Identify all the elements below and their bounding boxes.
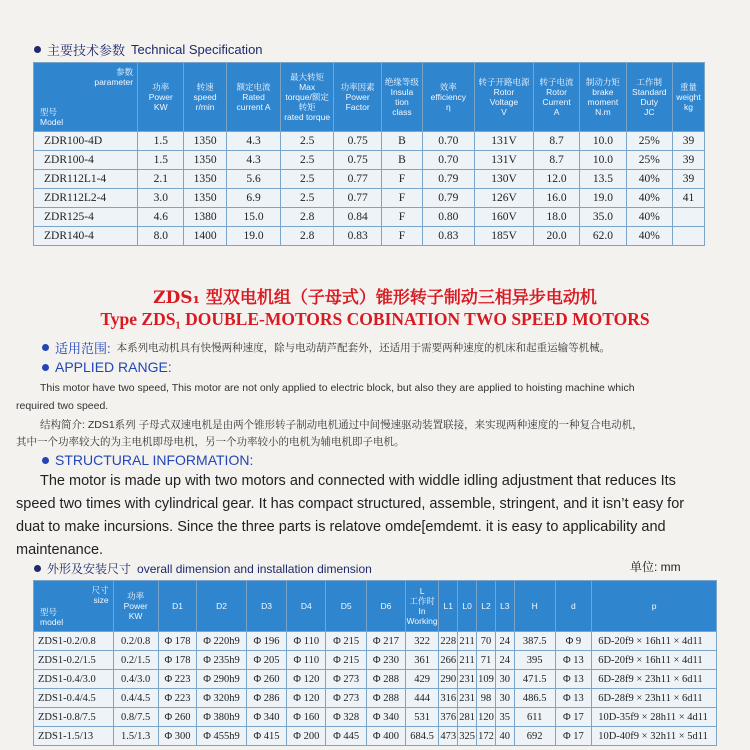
table-cell: Φ 290h9 <box>197 670 246 689</box>
table-cell: ZDS1-0.2/1.5 <box>34 651 114 670</box>
table-cell: Φ 13 <box>555 651 592 670</box>
table-row <box>34 208 705 227</box>
structure-heading-en: STRUCTURAL INFORMATION: <box>55 452 254 468</box>
tech-spec-col-header <box>580 63 626 132</box>
table-cell: 39 <box>672 132 704 151</box>
table-cell: 126V <box>475 189 534 208</box>
table-cell: 4.6 <box>138 208 184 227</box>
table-cell: 30 <box>495 670 514 689</box>
table-cell: 0.4/3.0 <box>113 670 158 689</box>
table-cell: 2.5 <box>281 132 334 151</box>
table-cell: 39 <box>672 151 704 170</box>
table-cell: Φ 17 <box>555 727 592 746</box>
table-cell: Φ 220h9 <box>197 632 246 651</box>
table-cell: 19.0 <box>226 227 281 246</box>
table-cell: 98 <box>477 689 496 708</box>
table-cell: Φ 340 <box>246 708 287 727</box>
table-cell: 16.0 <box>533 189 579 208</box>
structure-text-cn-2: 其中一个功率较大的为主电机即母电机，另一个功率较小的电机为辅电机即子电机。 <box>16 436 405 448</box>
table-row <box>34 170 705 189</box>
corner-size-en: size <box>93 595 109 605</box>
table-cell: Φ 300 <box>158 727 197 746</box>
table-cell: 109 <box>477 670 496 689</box>
table-cell: 8.0 <box>138 227 184 246</box>
table-cell: 2.5 <box>281 151 334 170</box>
table-cell: 40% <box>626 189 672 208</box>
table-cell: 0.75 <box>333 151 381 170</box>
applied-text-cn: 本系列电动机具有快慢两种速度，除与电动葫芦配套外，还适用于需要两种速度的机床和起重运输等机械。 <box>116 342 611 354</box>
table-cell: Φ 235h9 <box>197 651 246 670</box>
structure-text-cn-1: 结构简介: ZDS1系列 子母式双速电机是由两个锥形转子制动电机通过中间慢速驱动装置联接，来实现两种速度的一种复合电动机， <box>40 419 643 431</box>
table-cell: 1380 <box>184 208 226 227</box>
structure-line: maintenance. <box>16 542 104 558</box>
applied-range-cn <box>42 338 610 357</box>
table-cell <box>672 227 704 246</box>
table-row <box>34 227 705 246</box>
table-cell: 25% <box>626 151 672 170</box>
corner-model-en: model <box>40 617 64 627</box>
table-cell: Φ 260 <box>158 708 197 727</box>
tech-spec-col-header <box>333 63 381 132</box>
table-cell: 12.0 <box>533 170 579 189</box>
table-cell: F <box>382 189 422 208</box>
unit-label: 单位: mm <box>630 560 681 574</box>
table-cell: 387.5 <box>514 632 555 651</box>
table-cell: 131V <box>475 132 534 151</box>
table-cell: 6.9 <box>226 189 281 208</box>
tech-spec-header-row <box>34 63 705 132</box>
table-cell: 6D-28f9 × 23h11 × 6d11 <box>592 689 717 708</box>
tech-spec-col-header <box>382 63 422 132</box>
table-cell: 70 <box>477 632 496 651</box>
applied-heading-en: APPLIED RANGE: <box>55 359 172 375</box>
tech-spec-col-header <box>281 63 334 132</box>
table-cell: ZDS1-0.8/7.5 <box>34 708 114 727</box>
table-cell: ZDR100-4 <box>34 151 138 170</box>
table-cell: Φ 445 <box>326 727 367 746</box>
table-row <box>34 132 705 151</box>
table-cell: Φ 110 <box>287 632 326 651</box>
table-cell: 322 <box>405 632 439 651</box>
tech-spec-table <box>33 62 705 246</box>
corner-param-cn: 参数 <box>116 67 134 77</box>
corner-model-cn: 型号 <box>40 107 58 117</box>
structure-line: duat to make incursions. Since the three parts is relatove omde[emdemt. it is easy to applicability and <box>16 519 666 535</box>
table-cell: 1350 <box>184 132 226 151</box>
col-header-cn: 转速 <box>196 82 214 92</box>
table-cell: Φ 328 <box>326 708 367 727</box>
corner-model-en: Model <box>40 117 64 127</box>
table-cell: Φ 340 <box>367 708 406 727</box>
table-cell: 62.0 <box>580 227 626 246</box>
dimension-col-header: D1 <box>158 581 197 632</box>
table-cell: ZDR140-4 <box>34 227 138 246</box>
table-row <box>34 670 717 689</box>
corner-model-cn: 型号 <box>40 607 58 617</box>
table-cell: ZDR100-4D <box>34 132 138 151</box>
table-row <box>34 708 717 727</box>
col-header-en: efficiency η <box>430 92 466 112</box>
table-cell: 160V <box>475 208 534 227</box>
table-cell: 2.8 <box>281 208 334 227</box>
table-cell: 120 <box>477 708 496 727</box>
col-header-cn: 额定电流 <box>236 82 271 92</box>
table-cell: 24 <box>495 632 514 651</box>
bullet-icon <box>34 46 41 53</box>
col-header-cn: 绝缘等级 <box>384 77 419 87</box>
table-cell: 231 <box>458 670 477 689</box>
table-cell: Φ 205 <box>246 651 287 670</box>
col-header-cn: 转子开路电源 <box>478 77 530 87</box>
col-header-en: Power KW <box>148 92 173 112</box>
table-cell: 5.6 <box>226 170 281 189</box>
page-title-cn: ZDS₁ 型双电机组（子母式）锥形转子制动三相异步电动机 <box>153 288 597 308</box>
table-cell: 40 <box>495 727 514 746</box>
table-cell: 40% <box>626 170 672 189</box>
table-cell: Φ 288 <box>367 689 406 708</box>
table-cell: 486.5 <box>514 689 555 708</box>
table-row <box>34 651 717 670</box>
table-cell: 0.70 <box>422 151 475 170</box>
col-header-en: Rotor Current A <box>542 87 571 117</box>
table-cell: 1350 <box>184 189 226 208</box>
col-header-en: weight kg <box>676 92 701 112</box>
table-cell: Φ 110 <box>287 651 326 670</box>
table-cell: 10.0 <box>580 132 626 151</box>
table-cell: 0.8/7.5 <box>113 708 158 727</box>
table-cell: 228 <box>439 632 458 651</box>
dimension-table <box>33 580 717 746</box>
table-cell: Φ 120 <box>287 689 326 708</box>
table-cell: F <box>382 208 422 227</box>
table-cell: ZDS1-0.4/3.0 <box>34 670 114 689</box>
table-cell: B <box>382 132 422 151</box>
dimension-col-header: L 工作时 In Working <box>405 581 439 632</box>
table-cell: 2.5 <box>281 189 334 208</box>
dimension-col-header: L3 <box>495 581 514 632</box>
table-cell: 19.0 <box>580 189 626 208</box>
table-cell: Φ 380h9 <box>197 708 246 727</box>
table-cell: Φ 215 <box>326 632 367 651</box>
col-header-en: Rotor Voltage V <box>489 87 519 117</box>
table-cell: 30 <box>495 689 514 708</box>
col-header-cn: 效率 <box>439 82 457 92</box>
dimension-corner <box>34 581 114 632</box>
dimension-col-header: D4 <box>287 581 326 632</box>
table-cell: 0.83 <box>422 227 475 246</box>
table-cell: 4.3 <box>226 132 281 151</box>
table-cell: 444 <box>405 689 439 708</box>
table-cell: Φ 17 <box>555 708 592 727</box>
table-cell: Φ 13 <box>555 670 592 689</box>
table-cell: 40% <box>626 227 672 246</box>
table-cell: 0.79 <box>422 170 475 189</box>
table-cell: Φ 120 <box>287 670 326 689</box>
table-cell: 130V <box>475 170 534 189</box>
tech-spec-col-header <box>184 63 226 132</box>
bullet-icon <box>42 364 49 371</box>
col-header-cn: 转子电流 <box>539 77 574 87</box>
tech-spec-col-header <box>533 63 579 132</box>
table-cell: Φ 230 <box>367 651 406 670</box>
table-cell: 10D-35f9 × 28h11 × 4d11 <box>592 708 717 727</box>
table-cell: Φ 178 <box>158 651 197 670</box>
table-cell: 35.0 <box>580 208 626 227</box>
col-header-en: Max torque/额定转矩 rated torque <box>284 82 331 122</box>
tech-spec-heading-en: Technical Specification <box>131 42 263 57</box>
table-cell: 1350 <box>184 170 226 189</box>
tech-spec-col-header <box>422 63 475 132</box>
table-cell: 1.5/1.3 <box>113 727 158 746</box>
table-cell: 316 <box>439 689 458 708</box>
table-row <box>34 632 717 651</box>
dimension-heading <box>34 560 372 577</box>
table-cell: 0.77 <box>333 189 381 208</box>
table-cell: Φ 415 <box>246 727 287 746</box>
table-cell: 6D-20f9 × 16h11 × 4d11 <box>592 651 717 670</box>
dimension-heading-en: overall dimension and installation dimension <box>137 561 372 576</box>
table-cell: 0.80 <box>422 208 475 227</box>
table-cell: Φ 288 <box>367 670 406 689</box>
table-cell: Φ 196 <box>246 632 287 651</box>
table-cell: 13.5 <box>580 170 626 189</box>
table-cell: Φ 273 <box>326 670 367 689</box>
table-cell: 6D-20f9 × 16h11 × 4d11 <box>592 632 717 651</box>
dimension-col-header: D6 <box>367 581 406 632</box>
table-cell: Φ 217 <box>367 632 406 651</box>
dimension-header-row <box>34 581 717 632</box>
table-cell: Φ 9 <box>555 632 592 651</box>
bullet-icon <box>42 344 49 351</box>
table-cell: Φ 400 <box>367 727 406 746</box>
col-header-en: Standard Duty JC <box>632 87 667 117</box>
table-cell: ZDS1-0.4/4.5 <box>34 689 114 708</box>
dimension-col-header: L0 <box>458 581 477 632</box>
table-cell: 39 <box>672 170 704 189</box>
table-cell: 361 <box>405 651 439 670</box>
table-cell: 185V <box>475 227 534 246</box>
applied-text-en-1: This motor have two speed, This motor are not only applied to electric block, but also they are applied to hoisting machine which <box>40 382 635 394</box>
table-cell: 8.7 <box>533 132 579 151</box>
table-cell: 0.75 <box>333 132 381 151</box>
col-header-en: speed r/min <box>193 92 217 112</box>
col-header-cn: 最大转矩 <box>290 72 325 82</box>
table-cell: 18.0 <box>533 208 579 227</box>
table-cell: ZDR112L1-4 <box>34 170 138 189</box>
table-cell: Φ 215 <box>326 651 367 670</box>
table-cell: Φ 273 <box>326 689 367 708</box>
table-cell: 20.0 <box>533 227 579 246</box>
table-row <box>34 189 705 208</box>
col-header-cn: 制动力矩 <box>585 77 620 87</box>
page-title-en: Type ZDS₁ DOUBLE-MOTORS COBINATION TWO SPEED MOTORS <box>100 309 650 329</box>
table-cell: 429 <box>405 670 439 689</box>
table-cell: 473 <box>439 727 458 746</box>
table-cell: 376 <box>439 708 458 727</box>
col-header-cn: 重量 <box>679 82 697 92</box>
table-cell: F <box>382 170 422 189</box>
table-cell: 1400 <box>184 227 226 246</box>
table-cell: 684.5 <box>405 727 439 746</box>
table-cell: 0.2/1.5 <box>113 651 158 670</box>
table-cell: 71 <box>477 651 496 670</box>
table-cell: 172 <box>477 727 496 746</box>
table-cell: 35 <box>495 708 514 727</box>
table-cell: 325 <box>458 727 477 746</box>
corner-param-en: parameter <box>94 77 134 87</box>
tech-spec-corner <box>34 63 138 132</box>
dimension-col-header: H <box>514 581 555 632</box>
table-cell: 0.84 <box>333 208 381 227</box>
table-cell: 25% <box>626 132 672 151</box>
col-header-cn: 功率因素 <box>340 82 375 92</box>
table-cell: 0.2/0.8 <box>113 632 158 651</box>
table-cell: 1.5 <box>138 151 184 170</box>
table-cell: 1350 <box>184 151 226 170</box>
table-cell: Φ 13 <box>555 689 592 708</box>
table-cell: 0.77 <box>333 170 381 189</box>
table-cell: 40% <box>626 208 672 227</box>
table-cell: 1.5 <box>138 132 184 151</box>
table-cell: 211 <box>458 651 477 670</box>
table-cell: ZDS1-1.5/13 <box>34 727 114 746</box>
tech-spec-col-header <box>626 63 672 132</box>
applied-heading-cn: 适用范围: <box>55 341 111 356</box>
dimension-heading-cn: 外形及安装尺寸 <box>47 562 132 576</box>
table-cell: 692 <box>514 727 555 746</box>
table-cell: F <box>382 227 422 246</box>
table-cell: 395 <box>514 651 555 670</box>
table-cell: Φ 223 <box>158 689 197 708</box>
bullet-icon <box>34 565 41 572</box>
col-header-en: brake moment N.m <box>587 87 619 117</box>
table-cell: 2.8 <box>281 227 334 246</box>
table-cell: Φ 455h9 <box>197 727 246 746</box>
table-row <box>34 151 705 170</box>
table-cell: 2.1 <box>138 170 184 189</box>
table-cell: ZDS1-0.2/0.8 <box>34 632 114 651</box>
structure-heading <box>42 452 253 468</box>
table-cell: 611 <box>514 708 555 727</box>
col-header-en: Insula tion class <box>390 87 414 117</box>
tech-spec-col-header <box>475 63 534 132</box>
table-cell: 8.7 <box>533 151 579 170</box>
table-cell: 211 <box>458 632 477 651</box>
table-cell: ZDR112L2-4 <box>34 189 138 208</box>
table-cell: 2.5 <box>281 170 334 189</box>
table-cell: B <box>382 151 422 170</box>
table-cell: 0.4/4.5 <box>113 689 158 708</box>
structure-body <box>16 470 684 562</box>
table-cell: 0.79 <box>422 189 475 208</box>
table-cell: Φ 260 <box>246 670 287 689</box>
col-header-en: Power Factor <box>345 92 370 112</box>
table-cell: Φ 320h9 <box>197 689 246 708</box>
table-cell: 281 <box>458 708 477 727</box>
dimension-col-header: 功率 Power KW <box>113 581 158 632</box>
table-row <box>34 689 717 708</box>
table-cell: 15.0 <box>226 208 281 227</box>
dimension-col-header: L1 <box>439 581 458 632</box>
table-cell: 6D-28f9 × 23h11 × 6d11 <box>592 670 717 689</box>
table-cell: 0.70 <box>422 132 475 151</box>
table-cell: 41 <box>672 189 704 208</box>
table-cell: 290 <box>439 670 458 689</box>
bullet-icon <box>42 457 49 464</box>
table-cell <box>672 208 704 227</box>
applied-heading <box>42 359 172 375</box>
table-cell: Φ 200 <box>287 727 326 746</box>
dimension-col-header: D5 <box>326 581 367 632</box>
table-cell: 4.3 <box>226 151 281 170</box>
table-cell: 10.0 <box>580 151 626 170</box>
dimension-col-header: d <box>555 581 592 632</box>
table-cell: Φ 223 <box>158 670 197 689</box>
col-header-en: Rated current A <box>236 92 271 112</box>
table-cell: 266 <box>439 651 458 670</box>
tech-spec-col-header <box>226 63 281 132</box>
tech-spec-col-header <box>672 63 704 132</box>
table-cell: 10D-40f9 × 32h11 × 5d11 <box>592 727 717 746</box>
table-cell: 3.0 <box>138 189 184 208</box>
table-cell: 231 <box>458 689 477 708</box>
structure-line: speed two times with cylindrical gear. It has compact structured, assemble, stringent, and it isn’t easy for <box>16 496 685 512</box>
table-cell: 0.83 <box>333 227 381 246</box>
tech-spec-heading <box>34 40 263 59</box>
dimension-col-header: D2 <box>197 581 246 632</box>
table-row <box>34 727 717 746</box>
structure-line: The motor is made up with two motors and connected with widdle idling adjustment that reduces Its <box>40 473 676 489</box>
table-cell: 531 <box>405 708 439 727</box>
tech-spec-heading-cn: 主要技术参数 <box>47 43 126 58</box>
table-cell: Φ 178 <box>158 632 197 651</box>
dimension-col-header: D3 <box>246 581 287 632</box>
dimension-col-header: p <box>592 581 717 632</box>
dimension-col-header: L2 <box>477 581 496 632</box>
col-header-cn: 工作制 <box>636 77 663 87</box>
col-header-cn: 功率 <box>152 82 170 92</box>
table-cell: Φ 286 <box>246 689 287 708</box>
applied-text-en-2: required two speed. <box>16 400 109 412</box>
tech-spec-col-header <box>138 63 184 132</box>
table-cell: ZDR125-4 <box>34 208 138 227</box>
corner-size-cn: 尺寸 <box>91 585 109 595</box>
table-cell: 24 <box>495 651 514 670</box>
table-cell: 471.5 <box>514 670 555 689</box>
table-cell: 131V <box>475 151 534 170</box>
table-cell: Φ 160 <box>287 708 326 727</box>
